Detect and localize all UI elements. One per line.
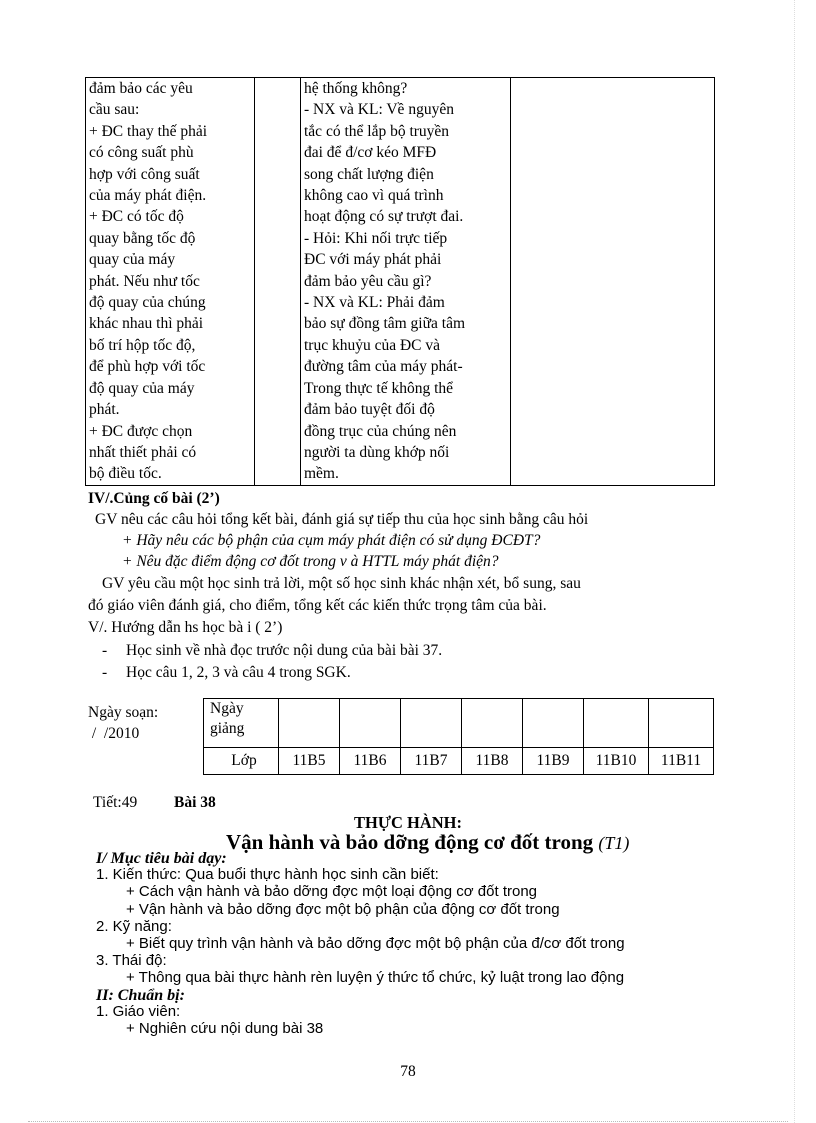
lesson-title-line-1: THỰC HÀNH: (353, 813, 462, 832)
schedule-table (203, 698, 714, 775)
text-line: trục khuỷu của ĐC và (304, 336, 441, 354)
text-line: phát. (89, 401, 120, 419)
period-number: Tiết:49 (93, 794, 138, 811)
day-cell (462, 699, 523, 748)
text-line: hệ thống không? (304, 80, 408, 97)
text-line: ĐC với máy phát phải (304, 251, 442, 269)
notes-cell (511, 78, 715, 486)
section-4-heading: IV/.Củng cố bài (2’) (88, 490, 220, 507)
activity-cell (301, 78, 511, 486)
text-line: song chất lượng điện (304, 165, 434, 183)
day-cell (649, 699, 714, 748)
day-header-cell (204, 699, 279, 748)
question-1: + Hãy nêu các bộ phận của cụm máy phát điện có sử dụng ĐCĐT? (122, 532, 541, 549)
attitude-heading: 3. Thái độ: (96, 952, 167, 969)
text-line: - Hỏi: Khi nối trực tiếp (304, 229, 448, 247)
table-row (204, 699, 714, 748)
lesson-activity-table (85, 77, 715, 486)
list-item: Học sinh về nhà đọc trước nội dung của bài bài 37. (126, 642, 443, 659)
list-item: Học câu 1, 2, 3 và câu 4 trong SGK. (126, 664, 351, 681)
day-cell (340, 699, 401, 748)
section-4-intro: GV nêu các câu hỏi tổng kết bài, đánh giá sự tiếp thu của học sinh bằng câu hỏi (95, 511, 589, 528)
day-cell (401, 699, 462, 748)
skills-item-1: + Biết quy trình vận hành và bảo dỡng đợc một bộ phận của đ/cơ đốt trong (126, 935, 625, 952)
text-line: hợp với công suất (89, 165, 200, 183)
text-line: cầu sau: (89, 101, 140, 119)
text-line: quay của máy (89, 251, 176, 269)
day-header-line-2: giảng (210, 720, 245, 737)
text-line: không cao vì quá trình (304, 187, 444, 205)
text-line: có công suất phù (89, 144, 194, 162)
day-cell (523, 699, 584, 748)
date-label: Ngày soạn: (88, 704, 159, 721)
objectives-heading: I/ Mục tiêu bài dạy: (96, 850, 227, 867)
attitude-item-1: + Thông qua bài thực hành rèn luyện ý thức tổ chức, kỷ luật trong lao động (126, 969, 625, 986)
preparation-heading: II: Chuẩn bị: (96, 987, 185, 1004)
class-cell: 11B11 (649, 748, 714, 775)
text-line: + ĐC có tốc độ (89, 208, 184, 226)
date-value: / /2010 (88, 725, 140, 742)
text-line: độ quay của chúng (89, 294, 206, 312)
text-line: quay bằng tốc độ (89, 229, 196, 247)
text-line: đai để đ/cơ kéo MFĐ (304, 144, 437, 162)
text-line: bố trí hộp tốc độ, (89, 336, 196, 354)
text-line: + ĐC thay thế phải (89, 122, 208, 140)
lesson-title-line-2 (226, 829, 629, 856)
knowledge-heading: 1. Kiến thức: Qua buổi thực hành học sinh cần biết: (96, 866, 439, 883)
text-line: khác nhau thì phải (89, 315, 204, 333)
day-cell (279, 699, 340, 748)
page-number: 78 (400, 1063, 416, 1080)
class-cell: 11B5 (279, 748, 340, 775)
text-line: hoạt động có sự trượt đai. (304, 208, 464, 226)
section-4-paragraph-line-2: đó giáo viên đánh giá, cho điểm, tổng kết các kiến thức trọng tâm của bài. (88, 597, 547, 614)
empty-cell (255, 78, 301, 486)
text-line: để phù hợp với tốc (89, 358, 206, 376)
right-edge-divider (794, 0, 795, 1123)
bottom-divider (28, 1121, 788, 1122)
knowledge-item-2: + Vận hành và bảo dỡng đợc một bộ phận của động cơ đốt trong (126, 901, 560, 918)
class-header-cell: Lớp (204, 748, 279, 775)
class-cell: 11B9 (523, 748, 584, 775)
table-row (204, 748, 714, 775)
text-line: độ quay của máy (89, 379, 195, 397)
text-line: phát. Nếu như tốc (89, 272, 200, 290)
lesson-title-suffix: (T1) (598, 833, 630, 853)
lesson-number: Bài 38 (174, 794, 216, 811)
teacher-heading: 1. Giáo viên: (96, 1003, 181, 1020)
class-cell: 11B10 (584, 748, 649, 775)
text-line: đường tâm của máy phát- (304, 358, 463, 376)
table-row (86, 78, 715, 486)
list-dash: - (102, 664, 108, 681)
text-line: người ta dùng khớp nối (304, 443, 450, 461)
day-cell (584, 699, 649, 748)
text-line: mềm. (304, 465, 339, 483)
knowledge-item-1: + Cách vận hành và bảo dỡng đợc một loại động cơ đốt trong (126, 883, 538, 900)
day-header-line-1: Ngày (210, 700, 244, 717)
question-2: + Nêu đặc điểm động cơ đốt trong v à HTTL máy phát điện? (122, 553, 499, 570)
text-line: đồng trục của chúng nên (304, 422, 457, 440)
text-line: đảm bảo yêu cầu gì? (304, 272, 432, 290)
text-line: - NX và KL: Phải đảm (304, 294, 445, 312)
text-line: bộ điều tốc. (89, 465, 162, 483)
class-cell: 11B7 (401, 748, 462, 775)
text-line: đảm bảo tuyệt đối độ (304, 401, 435, 419)
text-line: nhất thiết phải có (89, 443, 197, 461)
text-line: đảm bảo các yêu (89, 80, 193, 97)
list-dash: - (102, 642, 108, 659)
teacher-item-1: + Nghiên cứu nội dung bài 38 (126, 1020, 324, 1037)
section-5-heading: V/. Hướng dẫn hs học bà i ( 2’) (88, 619, 283, 636)
skills-heading: 2. Kỹ năng: (96, 918, 172, 935)
text-line: - NX và KL: Về nguyên (304, 101, 454, 119)
text-line: tắc có thể lắp bộ truyền (304, 122, 450, 140)
content-cell (86, 78, 255, 486)
text-line: Trong thực tế không thể (304, 379, 454, 397)
lesson-title-text: Vận hành và bảo dỡng động cơ đốt trong (226, 830, 594, 854)
text-line: + ĐC được chọn (89, 422, 193, 440)
class-cell: 11B6 (340, 748, 401, 775)
section-4-paragraph-line-1: GV yêu cầu một học sinh trả lời, một số học sinh khác nhận xét, bổ sung, sau (102, 575, 581, 592)
text-line: bảo sự đồng tâm giữa tâm (304, 315, 466, 333)
class-cell: 11B8 (462, 748, 523, 775)
text-line: của máy phát điện. (89, 187, 207, 205)
